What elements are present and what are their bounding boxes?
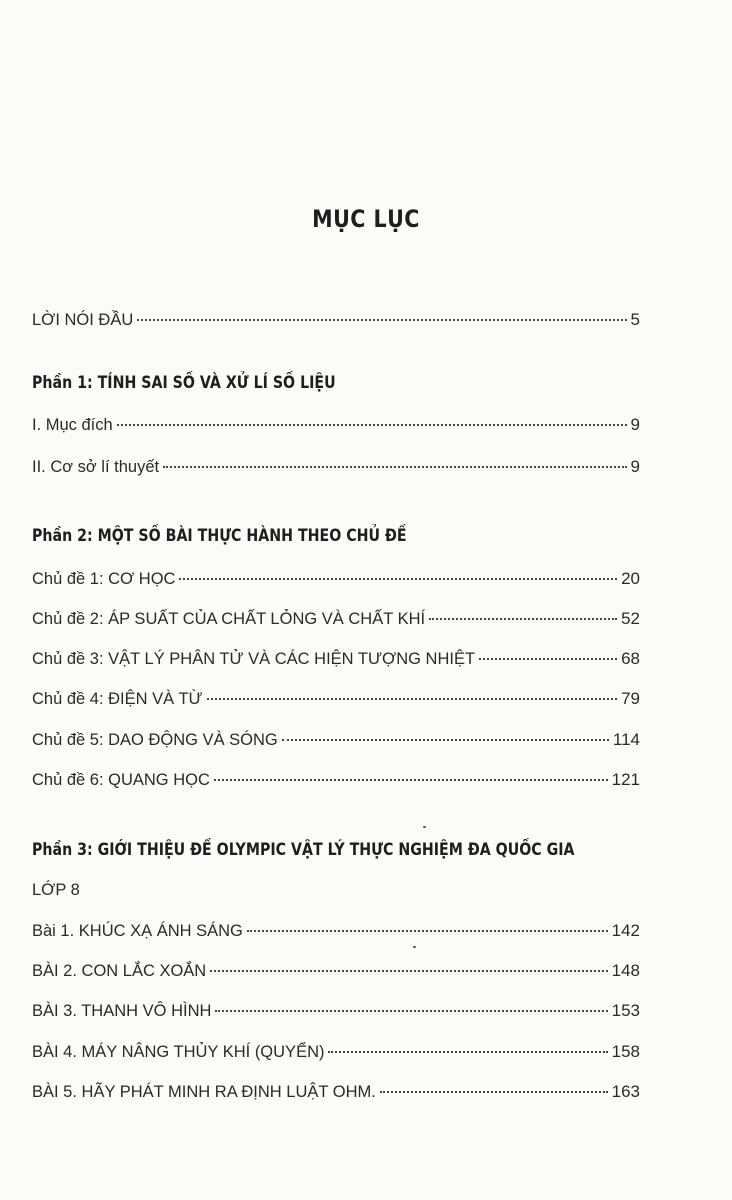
toc-entry-label: I. Mục đích: [32, 416, 113, 434]
toc-entry-page: 142: [611, 921, 640, 940]
toc-entry: [32, 456, 640, 478]
part-2-heading: Phần 2: MỘT SỐ BÀI THỰC HÀNH THEO CHỦ ĐỀ: [32, 526, 407, 545]
dot-leader: [214, 779, 608, 781]
toc-entry-page: 20: [621, 569, 640, 588]
dot-leader: [479, 658, 617, 660]
toc-entry-page: 163: [611, 1082, 640, 1101]
toc-entry-label: Chủ đề 5: DAO ĐỘNG VÀ SÓNG: [32, 731, 278, 749]
toc-entry-label: BÀI 2. CON LẮC XOẮN: [32, 962, 207, 980]
dot-leader: [380, 1091, 608, 1093]
print-speck: [423, 826, 426, 828]
toc-entry-page: 153: [611, 1001, 640, 1020]
toc-entry-label: LỜI NÓI ĐẦU: [32, 311, 134, 329]
toc-entry: [32, 648, 640, 670]
toc-entry: [32, 608, 640, 630]
dot-leader: [210, 970, 607, 972]
dot-leader: [282, 739, 609, 741]
toc-entry: [32, 688, 640, 710]
dot-leader: [215, 1010, 607, 1012]
toc-entry-page: 5: [630, 310, 640, 329]
dot-leader: [137, 319, 626, 321]
print-speck: [413, 946, 416, 948]
toc-entry-label: Chủ đề 2: ÁP SUẤT CỦA CHẤT LỎNG VÀ CHẤT KHÍ: [32, 610, 426, 628]
toc-entry-label: Bài 1. KHÚC XẠ ÁNH SÁNG: [32, 922, 243, 940]
toc-entry-label: BÀI 3. THANH VÔ HÌNH: [32, 1002, 212, 1020]
toc-entry: [32, 1000, 640, 1022]
toc-entry: [32, 960, 640, 982]
dot-leader: [247, 930, 608, 932]
toc-entry-page: 79: [621, 689, 640, 708]
toc-entry-label: Chủ đề 4: ĐIỆN VÀ TỪ: [32, 690, 203, 708]
toc-entry-page: 158: [611, 1042, 640, 1061]
toc-entry: [32, 920, 640, 942]
dot-leader: [429, 618, 617, 620]
toc-entry-page: 148: [611, 961, 640, 980]
toc-entry-page: 9: [630, 415, 640, 434]
page-title: MỤC LỤC: [312, 205, 420, 233]
toc-entry: [32, 1081, 640, 1103]
dot-leader: [207, 698, 617, 700]
toc-entry-page: 114: [612, 730, 640, 749]
toc-entry: [32, 414, 640, 436]
toc-entry-label: BÀI 5. HÃY PHÁT MINH RA ĐỊNH LUẬT OHM.: [32, 1083, 376, 1101]
toc-entry-label: II. Cơ sở lí thuyết: [32, 458, 160, 476]
dot-leader: [328, 1051, 607, 1053]
toc-entry: [32, 769, 640, 791]
toc-entry-page: 9: [630, 457, 640, 476]
grade-subheading: LỚP 8: [32, 881, 80, 899]
dot-leader: [179, 578, 617, 580]
toc-entry-label: Chủ đề 1: CƠ HỌC: [32, 570, 176, 588]
toc-entry-page: 52: [621, 609, 640, 628]
part-1-heading: Phần 1: TÍNH SAI SỐ VÀ XỬ LÍ SỐ LIỆU: [32, 373, 336, 392]
toc-entry-label: Chủ đề 6: QUANG HỌC: [32, 771, 210, 789]
dot-leader: [163, 466, 626, 468]
dot-leader: [117, 424, 627, 426]
toc-entry: [32, 1041, 640, 1063]
toc-entry: [32, 568, 640, 590]
toc-entry-preface: [32, 309, 640, 331]
toc-entry-label: Chủ đề 3: VẬT LÝ PHÂN TỬ VÀ CÁC HIỆN TƯỢNG NHIỆT: [32, 650, 476, 668]
toc-entry: [32, 729, 640, 751]
part-3-heading: Phần 3: GIỚI THIỆU ĐỀ OLYMPIC VẬT LÝ THỰC NGHIỆM ĐA QUỐC GIA: [32, 840, 575, 859]
toc-entry-page: 68: [621, 649, 640, 668]
toc-entry-label: BÀI 4. MÁY NÂNG THỦY KHÍ (QUYỂN): [32, 1043, 325, 1061]
toc-entry-page: 121: [611, 770, 640, 789]
